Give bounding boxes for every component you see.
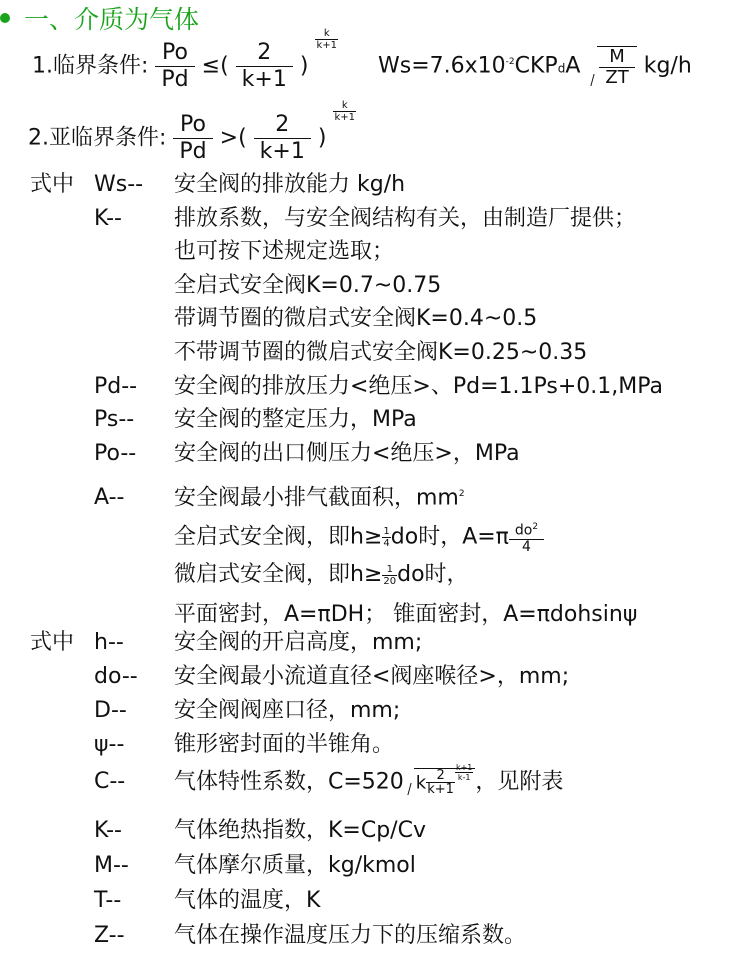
definition-row — [30, 853, 526, 888]
fraction-numerator: 1 — [382, 564, 397, 576]
gas-characteristic-line — [30, 762, 564, 797]
radical-denominator: ZT — [605, 66, 629, 88]
area-definition — [30, 481, 637, 635]
exponent-denominator: k+1 — [334, 111, 355, 123]
definition-symbol: ψ-- — [94, 732, 125, 757]
subcritical-label: 2.亚临界条件: — [28, 125, 167, 151]
micro-lift-text: 微启式安全阀，即h≥ — [174, 562, 383, 587]
definition-row — [30, 374, 663, 408]
mm-exponent: 2 — [458, 489, 465, 499]
definition-symbol: Ws-- — [94, 172, 144, 197]
c-symbol: C-- — [94, 769, 126, 795]
exponent-denominator: k-1 — [457, 772, 471, 782]
exponent-numerator: k — [315, 28, 338, 40]
definition-list-3 — [30, 818, 526, 958]
po-pd-fraction — [173, 112, 212, 165]
definition-description: 不带调节圈的微启式安全阀K=0.25~0.35 — [174, 339, 588, 365]
area-description: 安全阀最小排气截面积，mm — [174, 485, 459, 511]
definition-symbol: do-- — [94, 664, 138, 689]
ws-subscript: d — [557, 61, 566, 76]
operator: ≤( — [201, 53, 229, 79]
definition-symbol: Z-- — [94, 923, 125, 948]
bullet-dot-icon — [0, 13, 10, 23]
definition-prefix: 式中 — [30, 630, 75, 655]
definition-description: 气体的温度，K — [174, 888, 321, 913]
fraction-numerator: 2 — [236, 40, 293, 67]
definition-prefix: 式中 — [30, 172, 75, 197]
fraction-denominator: k+1 — [241, 67, 287, 92]
definition-description: 排放系数，与安全阀结构有关，由制造厂提供； — [174, 205, 637, 231]
definition-description: 安全阀的整定压力，MPa — [174, 407, 417, 433]
critical-label: 1.临界条件: — [32, 53, 149, 79]
sqrt-m-zt — [587, 46, 636, 88]
definition-description: 带调节圈的微启式安全阀K=0.4~0.5 — [174, 306, 538, 332]
definition-row — [30, 818, 526, 853]
ws-formula-mid: CKP — [514, 53, 558, 79]
exponent-numerator: k — [333, 100, 356, 112]
definition-row — [30, 206, 663, 240]
definition-row — [30, 732, 569, 766]
exponent — [315, 26, 338, 52]
full-lift-formula: do时，A=π — [390, 524, 509, 550]
definition-description: 安全阀阀座口径，mm; — [174, 698, 401, 723]
definition-description: 安全阀的开启高度，mm; — [174, 630, 423, 655]
close-paren: ) — [317, 125, 327, 151]
do-denominator: 4 — [522, 538, 531, 555]
c-radical — [404, 762, 476, 797]
do-exponent: 2 — [532, 522, 539, 532]
exponent-denominator: k+1 — [316, 39, 337, 51]
definition-description: 安全阀的排放能力 kg/h — [174, 172, 406, 197]
operator: >( — [219, 125, 247, 151]
ws-formula-prefix: Ws=7.6x10 — [377, 53, 506, 79]
definition-description: 气体摩尔质量，kg/kmol — [174, 853, 416, 878]
two-over-k1-fraction — [254, 112, 311, 165]
fraction-numerator: Po — [173, 112, 212, 139]
fraction-numerator: Po — [155, 40, 194, 67]
fraction-denominator: 4 — [383, 537, 390, 549]
definition-row — [30, 441, 663, 475]
definition-row — [30, 923, 526, 958]
definition-description: 安全阀最小流道直径<阀座喉径>，mm; — [174, 664, 570, 689]
definition-symbol: K-- — [94, 818, 122, 843]
close-paren: ) — [299, 53, 309, 79]
definition-row — [30, 664, 569, 698]
definition-list-2 — [30, 630, 569, 766]
definition-row — [30, 888, 526, 923]
definition-row — [30, 172, 663, 206]
definition-symbol: Po-- — [94, 440, 137, 466]
fraction-denominator: Pd — [179, 139, 207, 164]
c-formula-prefix: 气体特性系数，C=520 — [174, 769, 404, 795]
definition-symbol: M-- — [94, 853, 129, 878]
ws-area-symbol: A — [565, 53, 581, 79]
definition-description: 气体在操作温度压力下的压缩系数。 — [174, 923, 527, 948]
definition-symbol: T-- — [94, 888, 122, 913]
definition-symbol: Pd-- — [94, 373, 138, 399]
fraction-numerator: 1 — [383, 525, 390, 537]
subcritical-condition-line — [28, 99, 356, 165]
do-numerator: do — [514, 522, 533, 539]
k-symbol: k — [415, 772, 427, 794]
definition-description: 全启式安全阀K=0.7~0.75 — [174, 272, 442, 298]
two-over-k1-fraction — [236, 40, 293, 93]
definition-row — [30, 239, 663, 273]
definition-description: 安全阀的出口侧压力<绝压>，MPa — [174, 440, 520, 466]
definition-description: 锥形密封面的半锥角。 — [174, 732, 395, 757]
full-lift-text: 全启式安全阀，即h≥ — [174, 524, 383, 550]
exponent-numerator: k+1 — [455, 762, 473, 772]
critical-condition-line — [32, 27, 692, 93]
fraction-denominator: k+1 — [259, 139, 305, 164]
ws-unit: kg/h — [643, 53, 692, 79]
section-heading-text: 一、介质为气体 — [24, 5, 200, 34]
exponent — [333, 98, 356, 124]
definition-symbol: Ps-- — [94, 407, 135, 433]
radical-numerator: M — [599, 47, 634, 68]
seal-formulas: 平面密封，A=πDH； 锥面密封，A=πdohsinψ — [174, 602, 638, 627]
fraction-denominator: k+1 — [427, 782, 454, 797]
definition-row — [30, 630, 569, 664]
definition-description: 也可按下述规定选取； — [174, 239, 395, 265]
fraction-numerator: 2 — [254, 112, 311, 139]
definition-list-1 — [30, 172, 663, 474]
po-pd-fraction — [155, 40, 194, 93]
definition-symbol: D-- — [94, 698, 127, 723]
ws-exponent: -2 — [505, 57, 515, 68]
definition-symbol: K-- — [94, 205, 122, 231]
definition-row — [30, 407, 663, 441]
definition-row — [30, 306, 663, 340]
fraction-denominator: Pd — [161, 67, 189, 92]
definition-row — [30, 273, 663, 307]
definition-row — [30, 698, 569, 732]
section-heading — [0, 0, 199, 36]
fraction-denominator: 20 — [383, 575, 397, 587]
area-symbol: A-- — [94, 485, 125, 511]
definition-symbol: h-- — [94, 630, 124, 655]
definition-description: 气体绝热指数，K=Cp/Cv — [174, 818, 426, 843]
definition-row — [30, 340, 663, 374]
c-formula-suffix: ，见附表 — [475, 769, 564, 795]
fraction-numerator: 2 — [426, 769, 455, 783]
definition-description: 安全阀的排放压力<绝压>、Pd=1.1Ps+0.1,MPa — [174, 373, 664, 399]
micro-lift-formula: do时， — [397, 562, 469, 587]
